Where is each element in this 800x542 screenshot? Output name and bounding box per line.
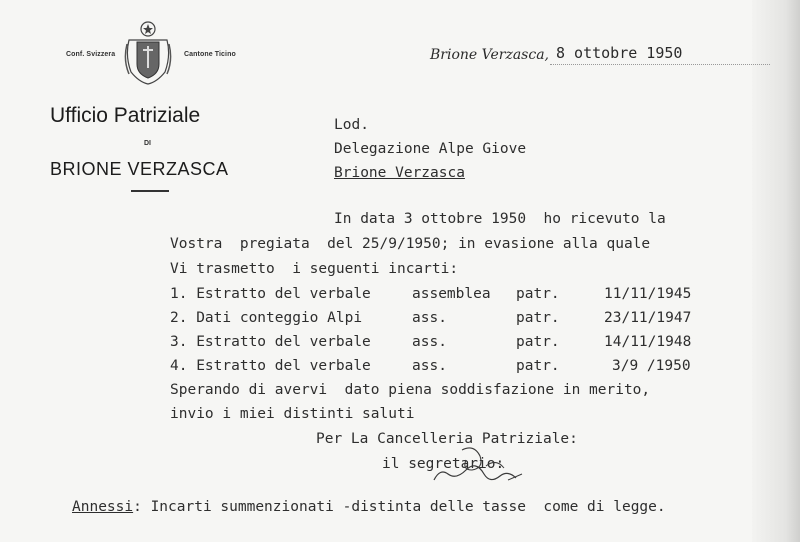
body-paragraph-2: Vostra pregiata del 25/9/1950; in evasione alla quale (170, 236, 651, 252)
annex-label: Annessi (72, 499, 134, 515)
list-item-doc: 4. Estratto del verbale (170, 358, 371, 374)
list-item-date: 14/11/1948 (604, 334, 692, 350)
list-item-scope: patr. (516, 310, 560, 326)
list-item-type: assemblea (412, 286, 491, 302)
coat-of-arms-icon (121, 20, 175, 86)
place: Brione Verzasca, (430, 47, 549, 63)
office-di: DI (144, 140, 151, 147)
list-item-type: ass. (412, 334, 447, 350)
recipient-line-2: Delegazione Alpe Giove (334, 141, 527, 157)
closing-line-2: il segretario: (382, 456, 505, 472)
list-item-date: 23/11/1947 (604, 310, 692, 326)
page-edge-shadow (752, 0, 800, 542)
body-paragraph-4: Sperando di avervi dato piena soddisfazione in merito, (170, 382, 651, 398)
list-item-scope: patr. (516, 334, 560, 350)
crest-left-label: Conf. Svizzera (66, 51, 116, 58)
office-rule (131, 190, 169, 192)
body-paragraph-5: invio i miei distinti saluti (170, 406, 415, 422)
list-item-type: ass. (412, 358, 447, 374)
list-item-doc: 2. Dati conteggio Alpi (170, 310, 363, 326)
annex-line (72, 499, 666, 515)
list-item-scope: patr. (516, 358, 560, 374)
office-title: Ufficio Patriziale (50, 104, 201, 127)
list-item-scope: patr. (516, 286, 560, 302)
list-item-doc: 1. Estratto del verbale (170, 286, 371, 302)
list-item-type: ass. (412, 310, 447, 326)
list-item-doc: 3. Estratto del verbale (170, 334, 371, 350)
recipient-line-1: Lod. (334, 117, 369, 133)
body-paragraph-1: In data 3 ottobre 1950 ho ricevuto la (334, 211, 666, 227)
letter-date: 8 ottobre 1950 (556, 44, 683, 62)
office-town: BRIONE VERZASCA (50, 159, 229, 179)
closing-line-1: Per La Cancelleria Patriziale: (316, 431, 578, 447)
list-item-date: 3/9 /1950 (612, 358, 691, 374)
recipient-line-3: Brione Verzasca (334, 165, 465, 181)
date-dotted-line (550, 64, 770, 65)
body-paragraph-3: Vi trasmetto i seguenti incarti: (170, 261, 459, 277)
annex-text: : Incarti summenzionati -distinta delle tasse come di legge. (133, 499, 666, 515)
list-item-date: 11/11/1945 (604, 286, 692, 302)
signature-icon (426, 440, 536, 490)
crest-right-label: Cantone Ticino (184, 51, 236, 58)
